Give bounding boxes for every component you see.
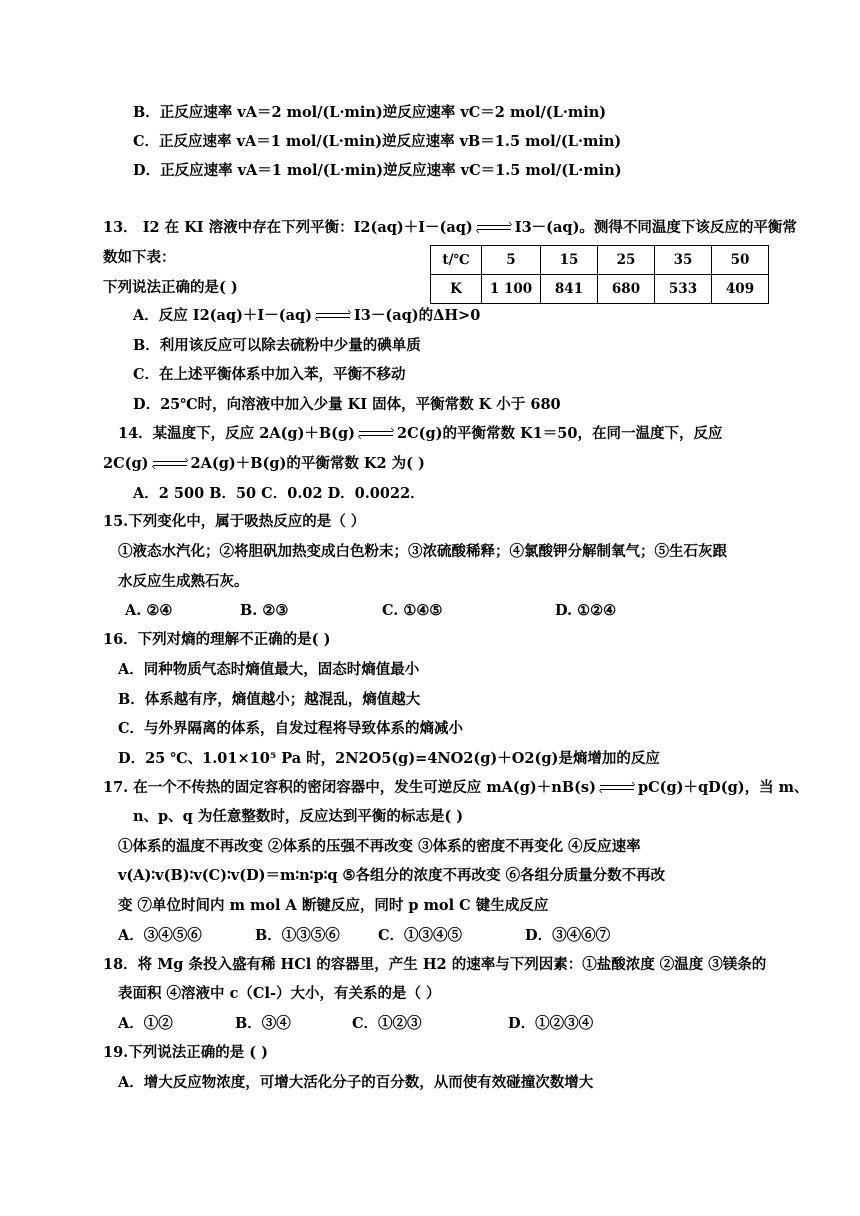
table-cell: t/℃ [431, 246, 482, 275]
q13-option-b: B．利用该反应可以除去硫粉中少量的碘单质 [133, 337, 421, 354]
q17-option-d: D．③④⑥⑦ [525, 927, 611, 944]
table-row-temperature [431, 246, 769, 275]
q13-stem-line1: 13． I2 在 KI 溶液中存在下列平衡：I2(aq)＋I－(aq) I3－(aq)。测得不同温度下该反应的平衡常 [103, 219, 797, 236]
q12-option-b: B．正反应速率 vA＝2 mol/(L·min)逆反应速率 vC＝2 mol/(L·min) [133, 104, 607, 121]
q19-option-a: A．增大反应物浓度，可增大活化分子的百分数，从而使有效碰撞次数增大 [118, 1074, 594, 1091]
q14-options: A．2 500 B．50 C．0.02 D．0.0022． [133, 485, 425, 502]
q18-option-c: C．①②③ [352, 1015, 422, 1032]
q17-option-b: B．①③⑤⑥ [255, 927, 340, 944]
table-cell: 35 [655, 246, 712, 275]
equilibrium-arrow-icon [316, 312, 350, 320]
q17-stem-line1: 17. 在一个不传热的固定容积的密闭容器中，发生可逆反应 mA(g)＋nB(s) pC(g)＋qD(g)，当 m、 [103, 779, 809, 796]
table-cell: 680 [598, 275, 655, 304]
q15-option-b: B. ②③ [240, 602, 289, 619]
q15-stem: 15.下列变化中，属于吸热反应的是（ ） [103, 513, 366, 530]
q15-option-c: C. ①④⑤ [382, 602, 443, 619]
q13-option-d: D．25℃时，向溶液中加入少量 KI 固体，平衡常数 K 小于 680 [133, 396, 561, 413]
q13-stem-line2: 数如下表： [103, 249, 176, 266]
q15-option-d: D. ①②④ [555, 602, 617, 619]
q15-option-a: A. ②④ [125, 602, 173, 619]
equilibrium-arrow-icon [477, 224, 511, 232]
q12-option-d: D．正反应速率 vA＝1 mol/(L·min)逆反应速率 vC＝1.5 mol/(L·min) [133, 162, 622, 179]
q18-option-a: A．①② [118, 1015, 173, 1032]
q13-option-c: C．在上述平衡体系中加入苯，平衡不移动 [133, 366, 406, 383]
q16-option-c: C．与外界隔离的体系，自发过程将导致体系的熵减小 [118, 720, 464, 737]
q13-option-a: A．反应 I2(aq)＋I－(aq) I3－(aq)的ΔH>0 [133, 307, 481, 324]
table-cell: K [431, 275, 482, 304]
q14-stem-line2: 2C(g) 2A(g)＋B(g)的平衡常数 K2 为( ) [103, 455, 425, 472]
table-cell: 841 [541, 275, 598, 304]
q14-stem-line1: 14．某温度下，反应 2A(g)＋B(g) 2C(g)的平衡常数 K1＝50，在同一温度下，反应 [118, 425, 723, 442]
q17-option-c: C．①③④⑤ [378, 927, 463, 944]
q17-line3: ①体系的温度不再改变 ②体系的压强不再改变 ③体系的密度不再变化 ④反应速率 [118, 838, 641, 855]
q19-stem: 19.下列说法正确的是 ( ) [103, 1044, 269, 1061]
q15-line2: ①液态水汽化；②将胆矾加热变成白色粉末；③浓硫酸稀释；④氯酸钾分解制氧气；⑤生石灰跟 [118, 543, 727, 560]
table-cell: 1 100 [482, 275, 541, 304]
q18-option-d: D．①②③④ [508, 1015, 594, 1032]
table-cell: 409 [712, 275, 769, 304]
q16-option-d: D．25 ℃、1.01×10⁵ Pa 时，2N2O5(g)=4NO2(g)＋O2(g)是熵增加的反应 [118, 750, 660, 767]
q17-option-a: A．③④⑤⑥ [118, 927, 202, 944]
q12-option-c: C．正反应速率 vA＝1 mol/(L·min)逆反应速率 vB＝1.5 mol/(L·min) [133, 133, 622, 150]
q16-stem: 16．下列对熵的理解不正确的是( ) [103, 631, 331, 648]
q16-option-a: A．同种物质气态时熵值最大，固态时熵值最小 [118, 661, 420, 678]
q15-line3: 水反应生成熟石灰。 [118, 573, 249, 590]
q13-question: 下列说法正确的是( ) [103, 279, 238, 296]
equilibrium-constant-table [430, 245, 769, 304]
table-row-k [431, 275, 769, 304]
table-cell: 5 [482, 246, 541, 275]
q18-option-b: B．③④ [235, 1015, 291, 1032]
equilibrium-arrow-icon [153, 460, 187, 468]
equilibrium-arrow-icon [600, 784, 634, 792]
table-cell: 25 [598, 246, 655, 275]
table-cell: 15 [541, 246, 598, 275]
q18-stem-line1: 18．将 Mg 条投入盛有稀 HCl 的容器里，产生 H2 的速率与下列因素：①盐酸浓度 ②温度 ③镁条的 [103, 956, 767, 973]
table-cell: 50 [712, 246, 769, 275]
q17-stem-line2: n、p、q 为任意整数时，反应达到平衡的标志是( ) [133, 808, 464, 825]
table-cell: 533 [655, 275, 712, 304]
q17-line4: v(A)∶v(B)∶v(C)∶v(D)＝m∶n∶p∶q ⑤各组分的浓度不再改变 ⑥各组分质量分数不再改 [118, 867, 666, 884]
q17-line5: 变 ⑦单位时间内 m mol A 断键反应，同时 p mol C 键生成反应 [118, 897, 549, 914]
equilibrium-arrow-icon [359, 430, 393, 438]
q16-option-b: B．体系越有序，熵值越小；越混乱，熵值越大 [118, 691, 421, 708]
q18-stem-line2: 表面积 ④溶液中 c（Cl-）大小，有关系的是（ ） [118, 985, 441, 1002]
